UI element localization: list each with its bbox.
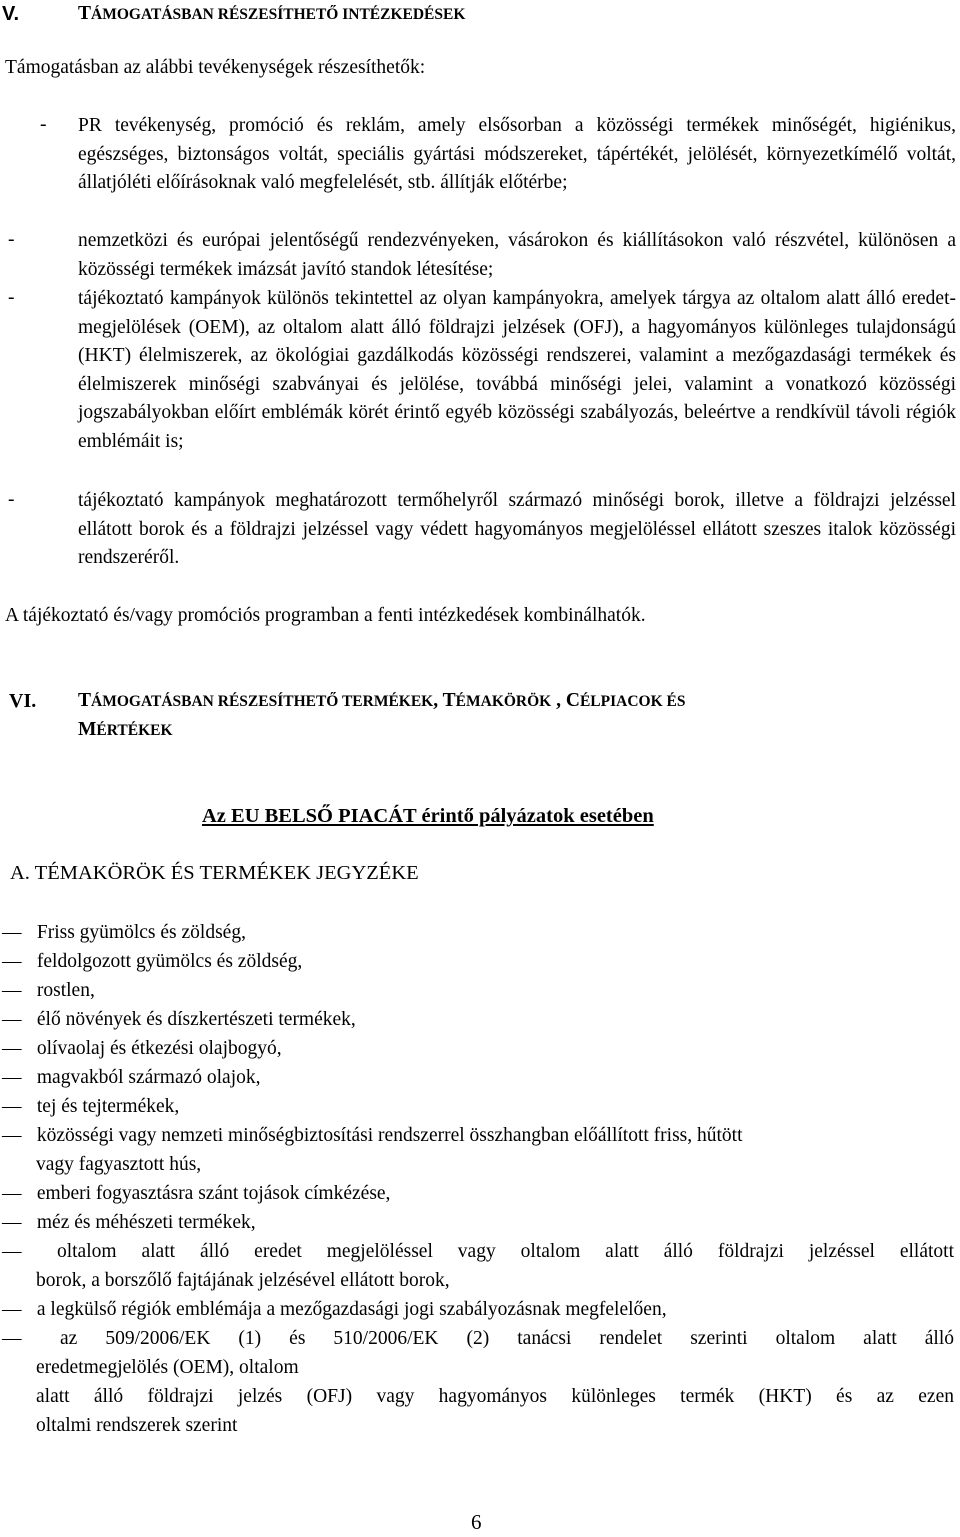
list-item bbox=[2, 1299, 667, 1321]
dash-marker: - bbox=[8, 229, 15, 250]
list-item-text: az 509/2006/EK (1) és 510/2006/EK (2) tanácsi rendelet szerinti oltalom alatt álló bbox=[60, 1328, 954, 1349]
list-item-text: a legkülső régiók emblémája a mezőgazdasági jogi szabályozásnak megfelelően, bbox=[36, 1299, 667, 1320]
list-item bbox=[2, 1038, 282, 1060]
section-v-title bbox=[78, 0, 465, 29]
list-item-continuation: borok, a borszőlő fajtájának jelzésével ellátott borok, bbox=[36, 1270, 450, 1291]
dash-marker: - bbox=[8, 287, 15, 308]
emdash-marker: — bbox=[2, 951, 22, 972]
list-item bbox=[2, 1067, 261, 1089]
list-item-text: feldolgozott gyümölcs és zöldség, bbox=[36, 951, 303, 972]
list-item-continuation: vagy fagyasztott hús, bbox=[36, 1154, 202, 1175]
list-item bbox=[2, 980, 95, 1002]
list-item-text: emberi fogyasztásra szánt tojások címkézése, bbox=[36, 1183, 391, 1204]
list-item-continuation: eredetmegjelölés (OEM), oltalom bbox=[36, 1357, 299, 1378]
title-part: ÁMOGATÁSBAN RÉSZESÍTHETŐ TERMÉKEK bbox=[91, 693, 434, 710]
list-item-continuation: alatt álló földrajzi jelzés (OFJ) vagy hagyományos különleges termék (HKT) és az ezen bbox=[36, 1386, 954, 1407]
section-v-item-text: PR tevékenység, promóció és reklám, amely elsősorban a közösségi termékek minőségét, higiénikus, egészséges, biztonságos voltát, speciális gyártási módszereket, tápértékét, jelölését, környezetkímélő voltát, állatjóléti előírásoknak való megfelelését, stb. állítják előtérbe; bbox=[78, 115, 956, 194]
section-v-title-rest: ÁMOGATÁSBAN RÉSZESÍTHETŐ INTÉZKEDÉSEK bbox=[91, 6, 466, 23]
section-vi-title-line2 bbox=[78, 719, 173, 741]
list-item-text: oltalom alatt álló eredet megjelöléssel vagy oltalom alatt álló földrajzi jelzéssel ellátott bbox=[56, 1241, 954, 1262]
emdash-marker: — bbox=[2, 1299, 22, 1320]
emdash-marker: — bbox=[2, 1038, 22, 1059]
emdash-marker: — bbox=[2, 1241, 22, 1262]
title-part: ÉMAKÖRÖK bbox=[455, 693, 552, 710]
emdash-marker: — bbox=[2, 922, 22, 943]
title-part: ÉRTÉKEK bbox=[96, 722, 173, 739]
list-item-text: magvakból származó olajok, bbox=[36, 1067, 261, 1088]
dash-marker: - bbox=[40, 114, 47, 135]
list-item bbox=[2, 1183, 390, 1205]
list-item-text: rostlen, bbox=[36, 980, 95, 1001]
title-part: , C bbox=[551, 690, 580, 711]
list-item-text: közösségi vagy nemzeti minőségbiztosítási rendszerrel összhangban előállított friss, hűtött bbox=[36, 1125, 743, 1146]
section-v-closing: A tájékoztató és/vagy promóciós programban a fenti intézkedések kombinálhatók. bbox=[5, 605, 646, 626]
section-v-title-initial: T bbox=[78, 3, 92, 24]
list-item-text: olívaolaj és étkezési olajbogyó, bbox=[36, 1038, 282, 1059]
emdash-marker: — bbox=[2, 1125, 22, 1146]
section-vi-title-line1 bbox=[78, 690, 685, 712]
emdash-marker: — bbox=[2, 980, 22, 1001]
product-list-heading: A. TÉMAKÖRÖK ÉS TERMÉKEK JEGYZÉKE bbox=[10, 862, 419, 884]
title-part: T bbox=[78, 690, 92, 711]
list-item bbox=[2, 1125, 743, 1147]
list-item bbox=[2, 922, 246, 944]
list-item-text: élő növények és díszkertészeti termékek, bbox=[36, 1009, 356, 1030]
section-v-item-text: tájékoztató kampányok különös tekintettel az olyan kampányokra, amelyek tárgya az oltalom alatt álló eredet-megjelölések (OEM), az oltalom alatt álló földrajzi jelzések (OFJ), a hagyományos különleges tulajdonságú (HKT) élelmiszerek, az ökológiai gazdálkodás közösségi rendszerei, valamint a mezőgazdasági termékek és élelmiszerek minőségi szabványai és jelölése, továbbá minőségi jelei, valamint a vonatkozó közösségi jogszabályokban előírt emblémák körét érintő egyéb közösségi szabályozás, beleértve a rendkívül távoli régiók emblémáit is; bbox=[78, 288, 956, 452]
list-item-continuation: oltalmi rendszerek szerint bbox=[36, 1415, 238, 1436]
list-item-text: méz és méhészeti termékek, bbox=[36, 1212, 256, 1233]
section-v-item-text: tájékoztató kampányok meghatározott termőhelyről származó minőségi borok, illetve a földrajzi jelzéssel ellátott borok és a földrajzi jelzéssel vagy védett hagyományos megjelöléssel ellátott szeszes italok közösségi rendszeréről. bbox=[78, 490, 956, 569]
section-vi-number: VI. bbox=[9, 690, 37, 712]
list-item bbox=[2, 951, 302, 973]
emdash-marker: — bbox=[2, 1009, 22, 1030]
list-item bbox=[2, 1096, 179, 1118]
dash-marker: - bbox=[8, 489, 15, 510]
section-v-intro: Támogatásban az alábbi tevékenységek részesíthetők: bbox=[5, 57, 426, 78]
title-part: , T bbox=[433, 690, 456, 711]
section-v-heading bbox=[2, 0, 466, 28]
emdash-marker: — bbox=[2, 1328, 22, 1349]
title-part: ÉLPIACOK ÉS bbox=[579, 693, 686, 710]
section-v-number: V. bbox=[2, 3, 20, 25]
list-item bbox=[2, 1009, 356, 1031]
list-item-text: Friss gyümölcs és zöldség, bbox=[36, 922, 246, 943]
emdash-marker: — bbox=[2, 1067, 22, 1088]
emdash-marker: — bbox=[2, 1212, 22, 1233]
emdash-marker: — bbox=[2, 1096, 22, 1117]
emdash-marker: — bbox=[2, 1183, 22, 1204]
list-item-text: tej és tejtermékek, bbox=[36, 1096, 180, 1117]
list-item bbox=[2, 1328, 954, 1350]
list-item bbox=[2, 1241, 954, 1263]
list-item bbox=[2, 1212, 256, 1234]
title-part: M bbox=[78, 719, 97, 740]
section-vi-subtitle: Az EU BELSŐ PIACÁT érintő pályázatok esetében bbox=[202, 805, 654, 827]
section-v-item-text: nemzetközi és európai jelentőségű rendezvényeken, vásárokon és kiállításokon való részvétel, különösen a közösségi termékek imázsát javító standok létesítése; bbox=[78, 230, 956, 280]
page-number: 6 bbox=[471, 1510, 482, 1534]
